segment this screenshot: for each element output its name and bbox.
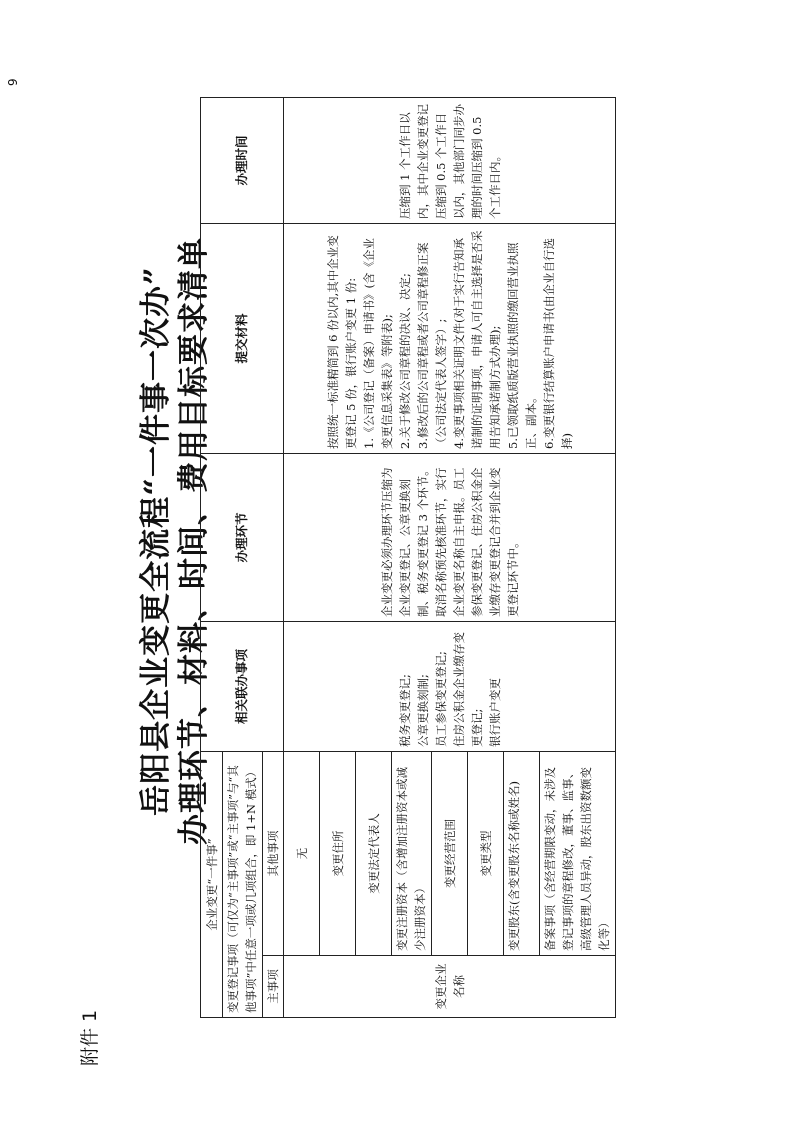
- combination-note: 变更登记事项（可仅为“主事项”或“主事项”与“其他事项”中任意一项或几项组合，即 1+N 模式）: [223, 751, 263, 1017]
- category-header: 企业变更“一件事”: [201, 751, 223, 1017]
- related-item: 税务变更登记;: [397, 674, 412, 747]
- materials-header: 提交材料: [201, 223, 284, 453]
- other-item: 变更股东(含变更股东名称或姓名): [504, 751, 540, 955]
- material-item: 3.修改后的公司章程或者公司章程修正案（公司法定代表人签字）;: [415, 242, 448, 449]
- other-item: 变更类型: [468, 751, 504, 955]
- time-header: 办理时间: [201, 97, 284, 223]
- related-item: 员工参保变更登记;: [433, 651, 448, 747]
- other-item: 变更注册资本（含增加注册资本或减少注册资本）: [392, 751, 432, 955]
- main-item-cell: 变更企业名称: [284, 956, 616, 1018]
- material-item: 4.变更事项相关证明文件(对于实行告知承诺制的证明事项，申请人可自主选择是否采用告知承诺制方式办理);: [451, 230, 502, 449]
- other-items-header: 其他事项: [263, 751, 284, 955]
- other-item: 变更经营范围: [432, 751, 468, 955]
- time-cell: 压缩到 1 个工作日以内，其中企业变更登记压缩到 0.5 个工作日以内，其他部门同步办理的时间压缩到 0.5 个工作日内。: [284, 97, 616, 223]
- related-item: 银行账户变更: [487, 677, 502, 747]
- material-item: 1.《公司登记（备案）申请书》(含《企业变更信息采集表》等附表);: [361, 238, 394, 449]
- related-item: 住房公积金企业缴存变更登记;: [451, 631, 484, 747]
- other-item: 变更法定代表人: [356, 751, 392, 955]
- other-item: 无: [284, 751, 320, 955]
- requirements-table: [200, 97, 616, 1018]
- materials-cell: [284, 223, 616, 453]
- material-item: 5.已领取纸质版营业执照的缴回营业执照正、副本。: [505, 242, 538, 449]
- main-item-header: 主事项: [263, 956, 284, 1018]
- material-item: 6.变更银行结算账户申请书(由企业自行选择): [541, 238, 574, 449]
- document-title-line2: 办理环节、材料、时间、费用目标要求清单: [176, 237, 212, 845]
- page-number: 9: [6, 78, 20, 86]
- attachment-label: 附件 1: [79, 1009, 101, 1066]
- other-item: 变更住所: [320, 751, 356, 955]
- other-item: 备案事项（含经营期限变动，未涉及登记事项的章程修改，董事、监事、高级管理人员异动，股东出资数额变化等）: [540, 751, 616, 955]
- material-item: 2.关于修改公司章程的决议、决定;: [397, 273, 412, 449]
- related-items-cell: [284, 621, 616, 751]
- process-header: 办理环节: [201, 453, 284, 621]
- document-title-line1: 岳阳县企业变更全流程“一件事一次办”: [138, 266, 174, 816]
- process-cell: 企业变更必须办理环节压缩为企业变更登记、公章更换刻制、税务变更登记 3 个环节。取消名称预先核准环节，实行企业变更名称自主申报。员工参保变更登记、住房公积金企业缴存变更登记合并到企业变更登记环节中。: [284, 453, 616, 621]
- related-items-header: 相关联办事项: [201, 621, 284, 751]
- related-item: 公章更换刻制;: [415, 674, 430, 747]
- materials-intro: 按照统一标准精简到 6 份以内,其中企业变更登记 5 份，银行账户变更 1 份:: [325, 235, 358, 449]
